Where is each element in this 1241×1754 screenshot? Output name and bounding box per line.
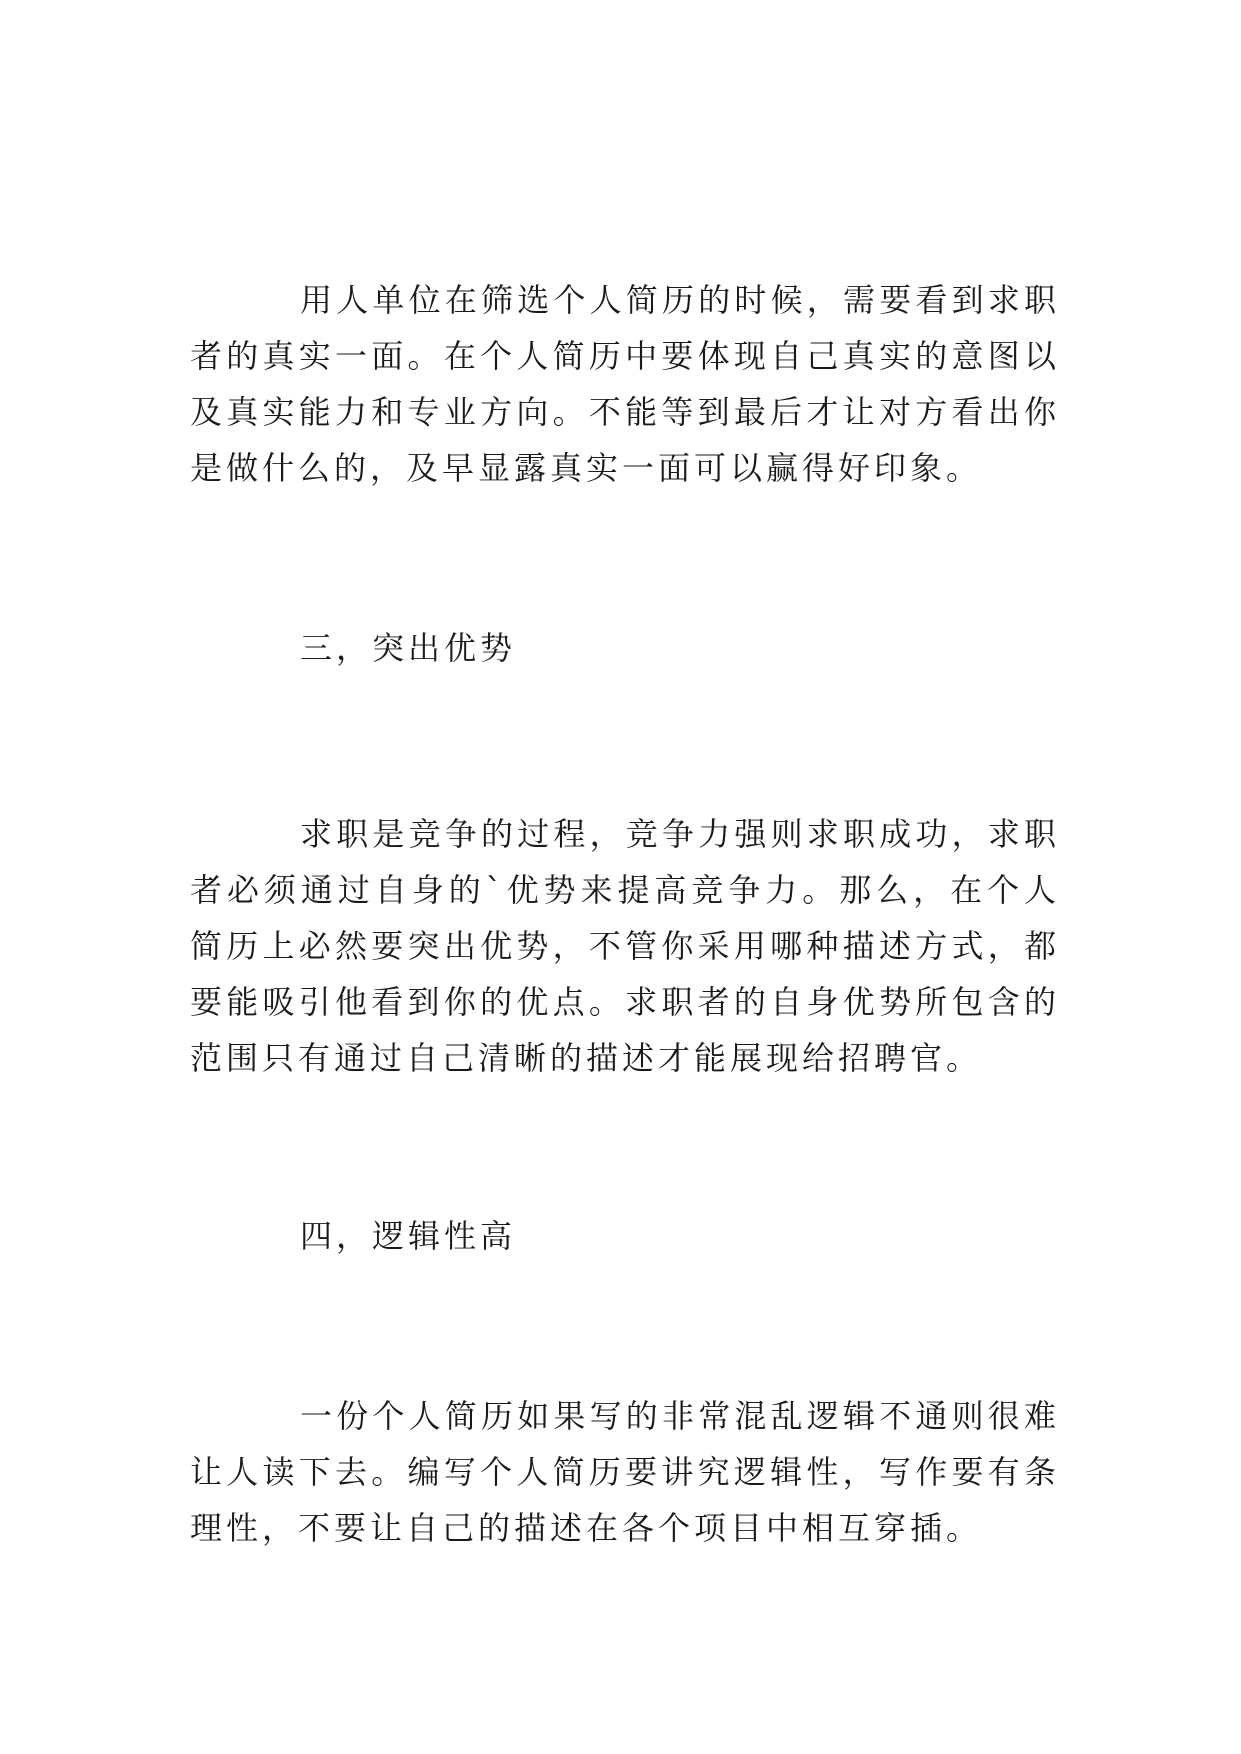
section-heading-highlight-strengths: 三，突出优势 — [300, 629, 517, 667]
paragraph-strengths: 求职是竞争的过程，竞争力强则求职成功，求职者必须通过自身的`优势来提高竞争力。那么，在个人简历上必然要突出优势，不管你采用哪种描述方式，都要能吸引他看到你的优点。求职者的自身优势所包含的范围只有通过自己清晰的描述才能展现给招聘官。 — [190, 815, 1060, 1077]
paragraph-logic: 一份个人简历如果写的非常混乱逻辑不通则很难让人读下去。编写个人简历要讲究逻辑性，写作要有条理性，不要让自己的描述在各个项目中相互穿插。 — [190, 1397, 1060, 1547]
section-heading-logic: 四，逻辑性高 — [300, 1217, 517, 1255]
paragraph-authenticity: 用人单位在筛选个人简历的时候，需要看到求职者的真实一面。在个人简历中要体现自己真实的意图以及真实能力和专业方向。不能等到最后才让对方看出你是做什么的，及早显露真实一面可以赢得好印象。 — [190, 281, 1060, 487]
